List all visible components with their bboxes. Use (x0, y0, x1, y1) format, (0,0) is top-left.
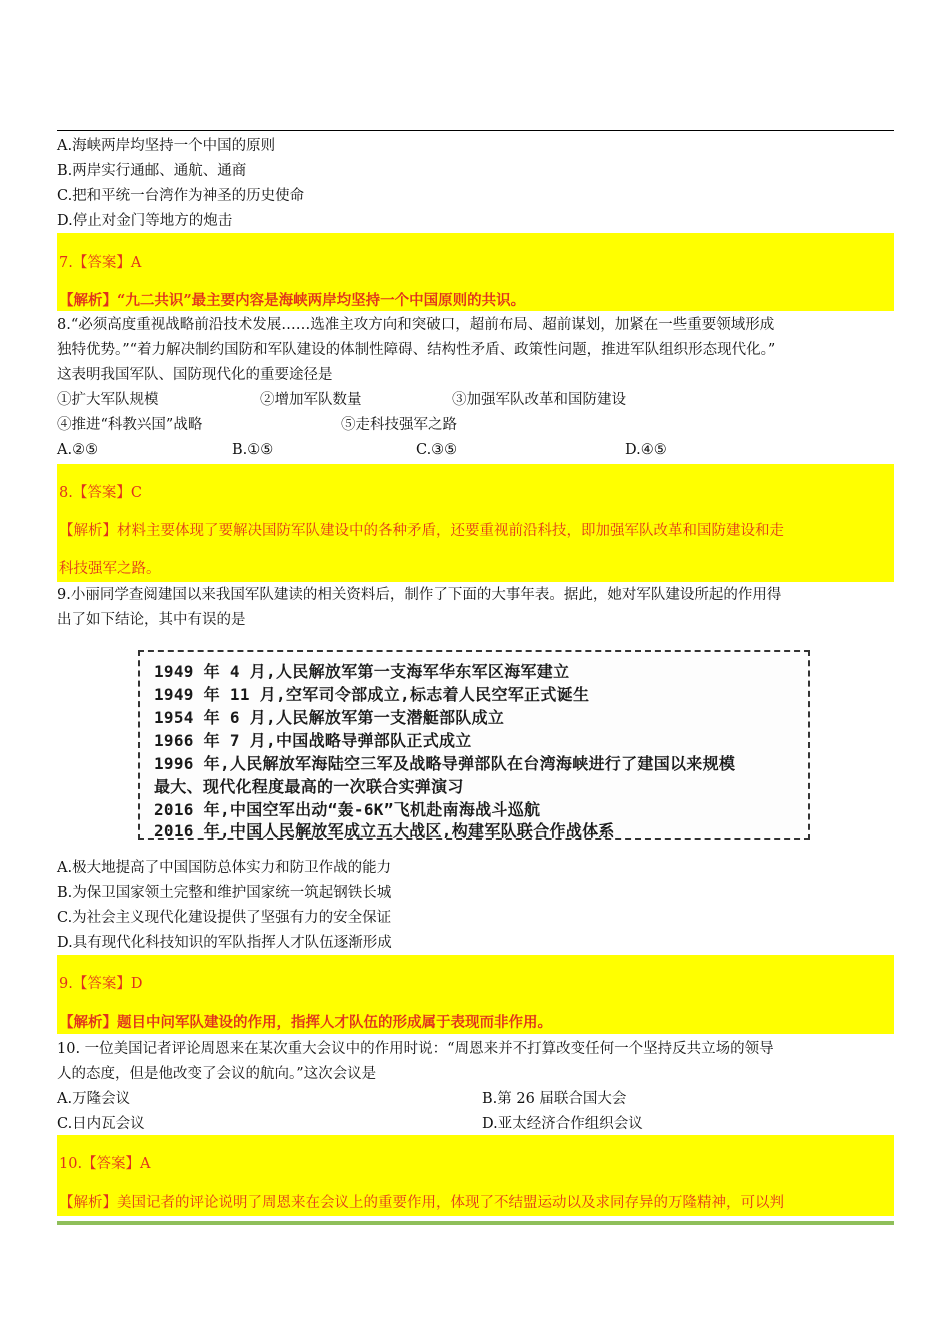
q8-stem-line-1: 8.“必须高度重视战略前沿技术发展……选准主攻方向和突破口，超前布局、超前谋划，加紧在一些重要领域形成 (57, 317, 775, 333)
q8-stem-line-2: 独特优势。”“着力解决制约国防和军队建设的体制性障碍、结构性矛盾、政策性问题，推进军队组织形态现代化。” (57, 342, 776, 358)
q10-analysis (59, 1191, 784, 1212)
q8-item-2: ②增加军队数量 (260, 392, 362, 408)
q8-analysis-line-2: 科技强军之路。 (59, 561, 161, 577)
q10-option-d: D.亚太经济合作组织会议 (482, 1116, 643, 1132)
q8-option-c: C.③⑤ (416, 442, 458, 458)
q8-option-b: B.①⑤ (232, 442, 274, 458)
q9-option-c: C.为社会主义现代化建设提供了坚强有力的安全保证 (57, 910, 392, 926)
q7-analysis-tag: 【解析】 (59, 292, 117, 309)
q8-analysis-line-1 (59, 519, 784, 540)
q8-stem-line-3: 这表明我国军队、国防现代化的重要途径是 (57, 367, 333, 383)
q9-analysis-text: 题目中问军队建设的作用，指挥人才队伍的形成属于表现而非作用。 (117, 1014, 552, 1031)
q6-option-d: D.停止对金门等地方的炮击 (57, 213, 233, 229)
q8-analysis-tag: 【解析】 (59, 523, 117, 539)
q8-answer-block (57, 464, 894, 582)
q10-answer-block (57, 1135, 894, 1216)
q8-item-4: ④推进“科教兴国”战略 (57, 417, 203, 433)
timeline-row: 1954 年 6 月,人民解放军第一支潜艇部队成立 (154, 708, 505, 727)
q10-answer-label: 10.【答案】A (59, 1156, 151, 1172)
q10-analysis-tag: 【解析】 (59, 1195, 117, 1211)
q10-stem-line-2: 人的态度，但是他改变了会议的航向。”这次会议是 (57, 1066, 377, 1082)
timeline-row: 1949 年 4 月,人民解放军第一支海军华东军区海军建立 (154, 662, 570, 681)
q7-analysis (59, 289, 525, 310)
q9-stem-line-2: 出了如下结论，其中有误的是 (57, 612, 246, 628)
q8-item-5: ⑤走科技强军之路 (341, 417, 457, 433)
q10-option-c: C.日内瓦会议 (57, 1116, 145, 1132)
timeline-figure (138, 650, 810, 840)
q7-answer-label: 7.【答案】A (59, 255, 142, 271)
q9-option-b: B.为保卫国家领土完整和维护国家统一筑起钢铁长城 (57, 885, 392, 901)
q10-option-b: B.第 26 届联合国大会 (482, 1091, 627, 1107)
q10-option-a: A.万隆会议 (57, 1091, 131, 1107)
q9-analysis-tag: 【解析】 (59, 1014, 117, 1031)
q8-answer-label: 8.【答案】C (59, 485, 142, 501)
q9-analysis (59, 1011, 552, 1032)
timeline-row: 1949 年 11 月,空军司令部成立,标志着人民空军正式诞生 (154, 685, 590, 704)
q6-option-b: B.两岸实行通邮、通航、通商 (57, 163, 247, 179)
timeline-row: 1996 年,人民解放军海陆空三军及战略导弹部队在台湾海峡进行了建国以来规模 (154, 754, 736, 773)
q6-option-a: A.海峡两岸均坚持一个中国的原则 (57, 138, 276, 154)
q6-option-c: C.把和平统一台湾作为神圣的历史使命 (57, 188, 305, 204)
q9-stem-line-1: 9.小丽同学查阅建国以来我国军队建读的相关资料后，制作了下面的大事年表。据此，她对军队建设所起的作用得 (57, 587, 782, 603)
timeline-row: 2016 年,中国空军出动“轰-6K”飞机赴南海战斗巡航 (154, 800, 541, 819)
bottom-rule (57, 1221, 894, 1225)
q9-answer-label: 9.【答案】D (59, 976, 143, 992)
q8-analysis-text: 材料主要体现了要解决国防军队建设中的各种矛盾，还要重视前沿科技，即加强军队改革和国防建设和走 (117, 523, 784, 539)
timeline-row: 2016 年,中国人民解放军成立五大战区,构建军队联合作战体系 (154, 821, 615, 840)
q9-option-a: A.极大地提高了中国国防总体实力和防卫作战的能力 (57, 860, 392, 876)
top-rule (57, 130, 894, 131)
timeline-row: 最大、现代化程度最高的一次联合实弹演习 (154, 777, 464, 796)
q7-answer-block (57, 233, 894, 311)
q9-option-d: D.具有现代化科技知识的军队指挥人才队伍逐渐形成 (57, 935, 392, 951)
timeline-row: 1966 年 7 月,中国战略导弹部队正式成立 (154, 731, 472, 750)
q8-item-3: ③加强军队改革和国防建设 (452, 392, 626, 408)
q9-answer-block (57, 955, 894, 1034)
q8-option-a: A.②⑤ (57, 442, 99, 458)
q7-analysis-text: “九二共识”最主要内容是海峡两岸均坚持一个中国原则的共识。 (117, 292, 526, 309)
q8-item-1: ①扩大军队规模 (57, 392, 159, 408)
q10-analysis-text: 美国记者的评论说明了周恩来在会议上的重要作用，体现了不结盟运动以及求同存异的万隆精神，可以判 (117, 1195, 784, 1211)
q8-option-d: D.④⑤ (625, 442, 667, 458)
q10-stem-line-1: 10. 一位美国记者评论周恩来在某次重大会议中的作用时说：“周恩来并不打算改变任何一个坚持反共立场的领导 (57, 1041, 774, 1057)
